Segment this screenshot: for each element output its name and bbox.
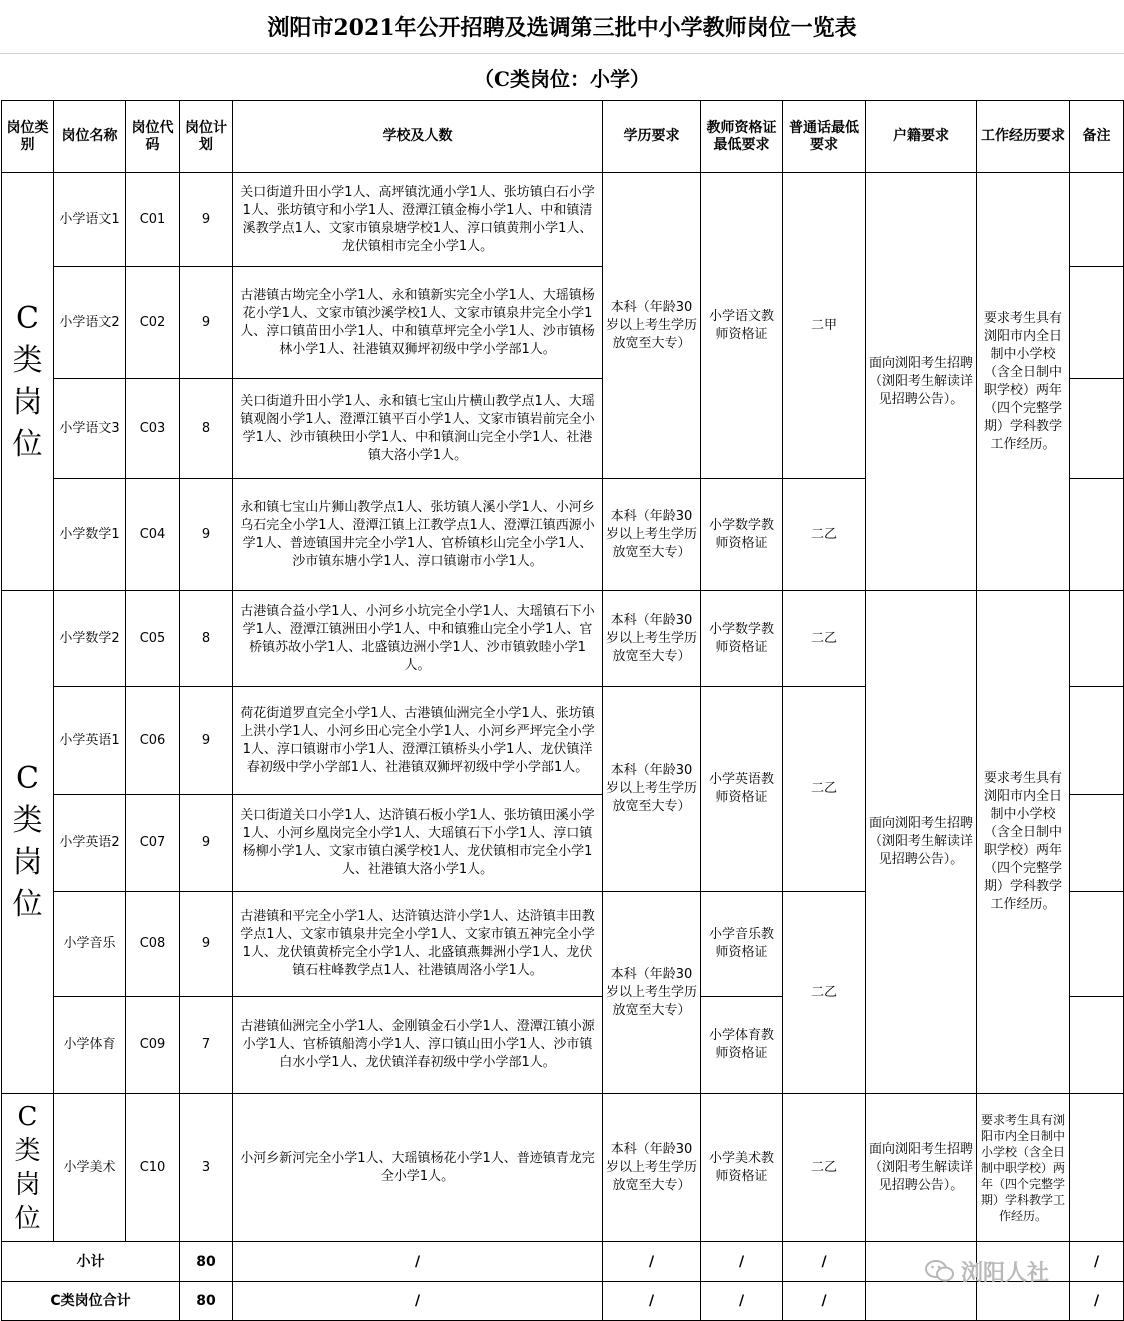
certificate-cell: 小学语文教师资格证 xyxy=(701,173,783,479)
mandarin-cell: 二乙 xyxy=(783,687,866,892)
huji-cell: 面向浏阳考生招聘（浏阳考生解读详见招聘公告）。 xyxy=(866,1094,977,1242)
education-cell: 本科（年龄30岁以上考生学历放宽至大专） xyxy=(603,892,701,1094)
mandarin-cell: 二乙 xyxy=(783,892,866,1094)
position-name: 小学音乐 xyxy=(54,892,126,997)
header-work: 工作经历要求 xyxy=(977,101,1070,173)
subtotal-slash: / xyxy=(783,1242,866,1282)
work-cell: 要求考生具有浏阳市内全日制中小学校（含全日制中职学校）两年（四个完整学期）学科教学工作经历。 xyxy=(977,1094,1070,1242)
subtotal-slash: / xyxy=(603,1242,701,1282)
subtotal-empty xyxy=(977,1242,1070,1282)
watermark-text: 浏阳人社 xyxy=(961,1260,1050,1286)
mandarin-cell: 二乙 xyxy=(783,1094,866,1242)
subtotal-label: 小计 xyxy=(2,1242,180,1282)
position-code: C10 xyxy=(126,1094,180,1242)
total-row xyxy=(2,1282,1124,1321)
education-cell: 本科（年龄30岁以上考生学历放宽至大专） xyxy=(603,479,701,591)
remark-cell xyxy=(1070,173,1124,267)
position-name: 小学英语1 xyxy=(54,687,126,795)
subtotal-slash: / xyxy=(1070,1242,1124,1282)
education-cell: 本科（年龄30岁以上考生学历放宽至大专） xyxy=(603,1094,701,1242)
schools-cell: 关口街道升田小学1人、永和镇七宝山片横山教学点1人、大瑶镇观阁小学1人、澄潭江镇平百小学1人、文家市镇岩前完全小学1人、沙市镇秧田小学1人、中和镇涧山完全小学1人、社港镇大洛小学1人。 xyxy=(233,379,603,479)
total-slash: / xyxy=(1070,1282,1124,1321)
remark-cell xyxy=(1070,379,1124,479)
table-row xyxy=(2,591,1124,687)
position-plan: 9 xyxy=(180,173,233,267)
position-plan: 8 xyxy=(180,379,233,479)
position-name: 小学数学2 xyxy=(54,591,126,687)
certificate-cell: 小学数学教师资格证 xyxy=(701,591,783,687)
position-code: C08 xyxy=(126,892,180,997)
position-name: 小学数学1 xyxy=(54,479,126,591)
schools-cell: 小河乡新河完全小学1人、大瑶镇杨花小学1人、普迹镇青龙完全小学1人。 xyxy=(233,1094,603,1242)
total-slash: / xyxy=(783,1282,866,1321)
header-category: 岗位类别 xyxy=(2,101,54,173)
header-education: 学历要求 xyxy=(603,101,701,173)
position-code: C01 xyxy=(126,173,180,267)
position-name: 小学体育 xyxy=(54,997,126,1094)
total-empty xyxy=(977,1282,1070,1321)
remark-cell xyxy=(1070,892,1124,997)
certificate-cell: 小学数学教师资格证 xyxy=(701,479,783,591)
remark-cell xyxy=(1070,795,1124,892)
education-cell: 本科（年龄30岁以上考生学历放宽至大专） xyxy=(603,687,701,892)
position-name: 小学语文3 xyxy=(54,379,126,479)
position-plan: 9 xyxy=(180,479,233,591)
total-slash: / xyxy=(233,1282,603,1321)
position-code: C02 xyxy=(126,267,180,379)
education-cell: 本科（年龄30岁以上考生学历放宽至大专） xyxy=(603,173,701,479)
remark-cell xyxy=(1070,267,1124,379)
remark-cell xyxy=(1070,591,1124,687)
subtotal-slash: / xyxy=(701,1242,783,1282)
total-label: C类岗位合计 xyxy=(2,1282,180,1321)
position-plan: 7 xyxy=(180,997,233,1094)
position-name: 小学美术 xyxy=(54,1094,126,1242)
position-name: 小学语文2 xyxy=(54,267,126,379)
position-code: C04 xyxy=(126,479,180,591)
total-empty xyxy=(866,1282,977,1321)
category-cell: C类岗位 xyxy=(2,1094,54,1242)
schools-cell: 古港镇和平完全小学1人、达浒镇达浒小学1人、达浒镇丰田教学点1人、文家市镇泉井完全小学1人、文家市镇五神完全小学1人、龙伏镇黄桥完全小学1人、北盛镇燕舞洲小学1人、龙伏镇石柱峰教学点1人、社港镇周洛小学1人。 xyxy=(233,892,603,997)
header-certificate: 教师资格证最低要求 xyxy=(701,101,783,173)
position-plan: 9 xyxy=(180,795,233,892)
category-cell: C类岗位 xyxy=(2,591,54,1094)
subtotal-plan: 80 xyxy=(180,1242,233,1282)
total-slash: / xyxy=(603,1282,701,1321)
table-row xyxy=(2,1094,1124,1242)
subtotal-row xyxy=(2,1242,1124,1282)
header-huji: 户籍要求 xyxy=(866,101,977,173)
huji-cell: 面向浏阳考生招聘（浏阳考生解读详见招聘公告）。 xyxy=(866,591,977,1094)
position-plan: 3 xyxy=(180,1094,233,1242)
schools-cell: 古港镇仙洲完全小学1人、金刚镇金石小学1人、澄潭江镇小源小学1人、官桥镇船湾小学1人、淳口镇山田小学1人、沙市镇白水小学1人、龙伏镇洋春初级中学小学部1人。 xyxy=(233,997,603,1094)
mandarin-cell: 二乙 xyxy=(783,591,866,687)
position-code: C03 xyxy=(126,379,180,479)
work-cell: 要求考生具有浏阳市内全日制中小学校（含全日制中职学校）两年（四个完整学期）学科教学工作经历。 xyxy=(977,173,1070,591)
mandarin-cell: 二乙 xyxy=(783,479,866,591)
header-name: 岗位名称 xyxy=(54,101,126,173)
remark-cell xyxy=(1070,479,1124,591)
table-row xyxy=(2,173,1124,267)
remark-cell xyxy=(1070,1094,1124,1242)
position-code: C05 xyxy=(126,591,180,687)
education-cell: 本科（年龄30岁以上考生学历放宽至大专） xyxy=(603,591,701,687)
position-name: 小学英语2 xyxy=(54,795,126,892)
subtotal-slash: / xyxy=(233,1242,603,1282)
page-subtitle: （C类岗位：小学） xyxy=(474,66,650,91)
remark-cell xyxy=(1070,687,1124,795)
subtotal-empty xyxy=(866,1242,977,1282)
category-cell: C类岗位 xyxy=(2,173,54,591)
schools-cell: 关口街道关口小学1人、达浒镇石板小学1人、张坊镇田溪小学1人、小河乡凰岗完全小学1人、大瑶镇石下小学1人、淳口镇杨柳小学1人、文家市镇白溪学校1人、龙伏镇相市完全小学1人、社港镇大洛小学1人。 xyxy=(233,795,603,892)
schools-cell: 古港镇古坳完全小学1人、永和镇新实完全小学1人、大瑶镇杨花小学1人、文家市镇沙溪学校1人、文家市镇泉井完全小学1人、淳口镇苗田小学1人、中和镇草坪完全小学1人、沙市镇杨林小学1人、社港镇双狮坪初级中学小学部1人。 xyxy=(233,267,603,379)
position-code: C09 xyxy=(126,997,180,1094)
header-remark: 备注 xyxy=(1070,101,1124,173)
huji-cell: 面向浏阳考生招聘（浏阳考生解读详见招聘公告）。 xyxy=(866,173,977,591)
position-plan: 8 xyxy=(180,591,233,687)
certificate-cell: 小学体育教师资格证 xyxy=(701,997,783,1094)
schools-cell: 永和镇七宝山片狮山教学点1人、张坊镇人溪小学1人、小河乡乌石完全小学1人、澄潭江镇上江教学点1人、澄潭江镇西源小学1人、普迹镇国井完全小学1人、官桥镇杉山完全小学1人、沙市镇东塘小学1人、淳口镇谢市小学1人。 xyxy=(233,479,603,591)
total-slash: / xyxy=(701,1282,783,1321)
header-row xyxy=(2,101,1124,173)
header-schools: 学校及人数 xyxy=(233,101,603,173)
position-code: C06 xyxy=(126,687,180,795)
remark-cell xyxy=(1070,997,1124,1094)
position-code: C07 xyxy=(126,795,180,892)
position-plan: 9 xyxy=(180,687,233,795)
certificate-cell: 小学音乐教师资格证 xyxy=(701,892,783,997)
work-cell: 要求考生具有浏阳市内全日制中小学校（含全日制中职学校）两年（四个完整学期）学科教学工作经历。 xyxy=(977,591,1070,1094)
header-plan: 岗位计划 xyxy=(180,101,233,173)
position-plan: 9 xyxy=(180,267,233,379)
positions-table xyxy=(1,100,1124,1321)
certificate-cell: 小学美术教师资格证 xyxy=(701,1094,783,1242)
certificate-cell: 小学英语教师资格证 xyxy=(701,687,783,892)
schools-cell: 古港镇合益小学1人、小河乡小坑完全小学1人、大瑶镇石下小学1人、澄潭江镇洲田小学1人、中和镇雅山完全小学1人、官桥镇苏故小学1人、北盛镇边洲小学1人、沙市镇敦睦小学1人。 xyxy=(233,591,603,687)
page-title: 浏阳市2021年公开招聘及选调第三批中小学教师岗位一览表 xyxy=(0,0,1124,54)
position-plan: 9 xyxy=(180,892,233,997)
header-mandarin: 普通话最低要求 xyxy=(783,101,866,173)
schools-cell: 荷花街道罗直完全小学1人、古港镇仙洲完全小学1人、张坊镇上洪小学1人、小河乡田心完全小学1人、小河乡严坪完全小学1人、淳口镇谢市小学1人、澄潭江镇桥头小学1人、龙伏镇洋春初级中学小学部1人、社港镇双狮坪初级中学小学部1人。 xyxy=(233,687,603,795)
mandarin-cell: 二甲 xyxy=(783,173,866,479)
header-code: 岗位代码 xyxy=(126,101,180,173)
schools-cell: 关口街道升田小学1人、高坪镇沈通小学1人、张坊镇白石小学1人、张坊镇守和小学1人、澄潭江镇金梅小学1人、中和镇清溪教学点1人、文家市镇泉塘学校1人、淳口镇黄荆小学1人、龙伏镇相市完全小学1人。 xyxy=(233,173,603,267)
total-plan: 80 xyxy=(180,1282,233,1321)
position-name: 小学语文1 xyxy=(54,173,126,267)
